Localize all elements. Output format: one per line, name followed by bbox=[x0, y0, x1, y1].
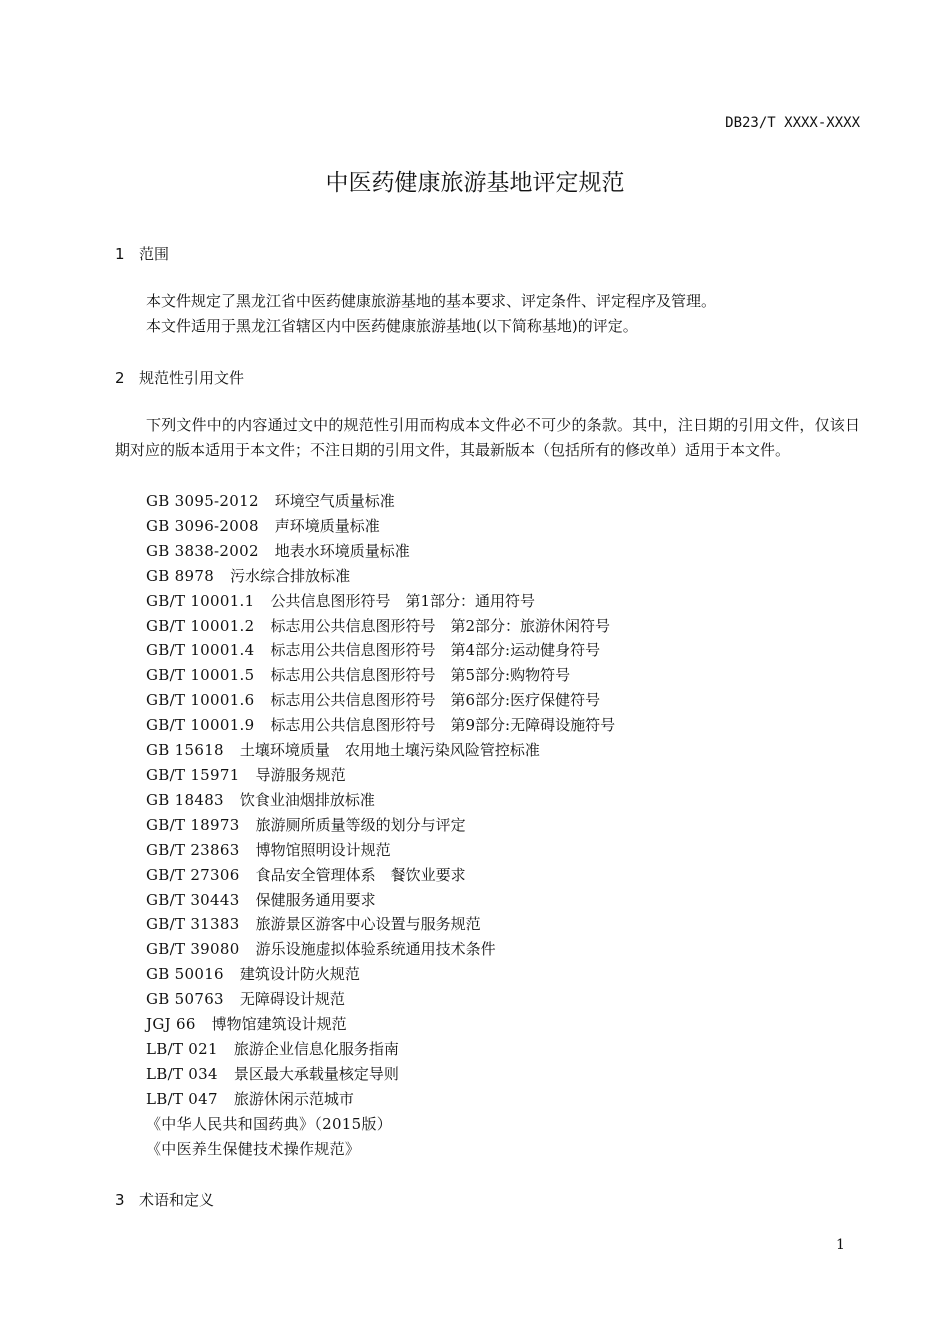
reference-item bbox=[146, 738, 615, 763]
reference-item bbox=[146, 888, 615, 913]
reference-list bbox=[146, 489, 615, 1161]
reference-item bbox=[146, 1037, 615, 1062]
reference-item bbox=[146, 912, 615, 937]
reference-code: GB/T 10001.9 bbox=[146, 716, 255, 735]
reference-code: GB/T 15971 bbox=[146, 765, 240, 784]
reference-code: GB 50763 bbox=[146, 990, 224, 1009]
reference-code: GB/T 10001.6 bbox=[146, 691, 255, 710]
reference-item bbox=[146, 663, 615, 688]
reference-code: GB 18483 bbox=[146, 790, 224, 809]
reference-item bbox=[146, 937, 615, 962]
reference-item bbox=[146, 863, 615, 888]
reference-title: 地表水环境质量标准 bbox=[274, 541, 410, 560]
paragraph: 下列文件中的内容通过文中的规范性引用而构成本文件必不可少的条款。其中，注日期的引用文件，仅该日期对应的版本适用于本文件；不注日期的引用文件，其最新版本（包括所有的修改单）适用于本文件。 bbox=[115, 416, 860, 459]
section-title: 规范性引用文件 bbox=[139, 369, 245, 387]
reference-code: LB/T 034 bbox=[146, 1064, 218, 1083]
reference-title: 公共信息图形符号 第1部分：通用符号 bbox=[270, 591, 536, 610]
paragraph: 本文件规定了黑龙江省中医药健康旅游基地的基本要求、评定条件、评定程序及管理。 bbox=[146, 292, 717, 310]
reference-title: 标志用公共信息图形符号 第9部分:无障碍设施符号 bbox=[270, 716, 616, 735]
reference-title: 游乐设施虚拟体验系统通用技术条件 bbox=[255, 940, 496, 959]
reference-title: 饮食业油烟排放标准 bbox=[239, 790, 375, 809]
reference-code: GB/T 10001.5 bbox=[146, 666, 255, 685]
section-title: 范围 bbox=[139, 245, 170, 263]
reference-code: GB 8978 bbox=[146, 566, 215, 585]
reference-item bbox=[146, 1012, 615, 1037]
reference-code: GB 15618 bbox=[146, 741, 224, 760]
document-title: 中医药健康旅游基地评定规范 bbox=[325, 170, 625, 196]
reference-item bbox=[146, 713, 615, 738]
reference-title: 旅游企业信息化服务指南 bbox=[233, 1039, 399, 1058]
reference-title: 旅游休闲示范城市 bbox=[233, 1089, 354, 1108]
reference-code: GB 50016 bbox=[146, 965, 224, 984]
reference-code: GB/T 27306 bbox=[146, 865, 240, 884]
reference-title: 无障碍设计规范 bbox=[239, 990, 345, 1009]
section-title: 术语和定义 bbox=[139, 1191, 215, 1209]
reference-code: GB/T 31383 bbox=[146, 915, 240, 934]
reference-code: GB/T 10001.1 bbox=[146, 591, 255, 610]
reference-code: 《中医养生保健技术操作规范》 bbox=[146, 1139, 361, 1158]
section-number: 2 bbox=[115, 369, 125, 387]
reference-item bbox=[146, 614, 615, 639]
reference-title: 导游服务规范 bbox=[255, 765, 346, 784]
reference-title: 建筑设计防火规范 bbox=[239, 965, 360, 984]
reference-item bbox=[146, 514, 615, 539]
reference-item bbox=[146, 813, 615, 838]
reference-item bbox=[146, 1087, 615, 1112]
reference-item bbox=[146, 1112, 615, 1137]
document-code: DB23/T XXXX-XXXX bbox=[725, 115, 860, 131]
reference-item bbox=[146, 638, 615, 663]
reference-title: 污水综合排放标准 bbox=[230, 566, 351, 585]
reference-title: 博物馆建筑设计规范 bbox=[211, 1015, 347, 1034]
reference-title: 标志用公共信息图形符号 第5部分:购物符号 bbox=[270, 666, 571, 685]
reference-title: 声环境质量标准 bbox=[274, 516, 380, 535]
reference-title: 保健服务通用要求 bbox=[255, 890, 376, 909]
reference-item bbox=[146, 589, 615, 614]
reference-title: 标志用公共信息图形符号 第6部分:医疗保健符号 bbox=[270, 691, 601, 710]
page-number: 1 bbox=[836, 1237, 845, 1253]
reference-item bbox=[146, 688, 615, 713]
reference-code: GB 3838-2002 bbox=[146, 541, 259, 560]
reference-item bbox=[146, 539, 615, 564]
reference-title: 旅游景区游客中心设置与服务规范 bbox=[255, 915, 481, 934]
section-heading-normative-references bbox=[115, 367, 244, 388]
reference-code: JGJ 66 bbox=[146, 1015, 196, 1034]
reference-title: 博物馆照明设计规范 bbox=[255, 840, 391, 859]
reference-item bbox=[146, 1062, 615, 1087]
reference-item bbox=[146, 788, 615, 813]
reference-code: GB/T 39080 bbox=[146, 940, 240, 959]
reference-code: GB/T 30443 bbox=[146, 890, 240, 909]
reference-item bbox=[146, 489, 615, 514]
reference-item bbox=[146, 564, 615, 589]
section-heading-scope bbox=[115, 243, 169, 264]
reference-code: GB/T 23863 bbox=[146, 840, 240, 859]
reference-item bbox=[146, 838, 615, 863]
reference-title: 标志用公共信息图形符号 第4部分:运动健身符号 bbox=[270, 641, 601, 660]
reference-title: 景区最大承载量核定导则 bbox=[233, 1064, 399, 1083]
reference-title: 旅游厕所质量等级的划分与评定 bbox=[255, 815, 466, 834]
reference-item bbox=[146, 763, 615, 788]
section-number: 1 bbox=[115, 245, 125, 263]
reference-code: GB/T 18973 bbox=[146, 815, 240, 834]
reference-code: GB/T 10001.4 bbox=[146, 641, 255, 660]
reference-code: 《中华人民共和国药典》（2015版） bbox=[146, 1114, 393, 1133]
reference-code: LB/T 021 bbox=[146, 1039, 218, 1058]
section-number: 3 bbox=[115, 1191, 125, 1209]
reference-title: 环境空气质量标准 bbox=[274, 492, 395, 510]
reference-title: 土壤环境质量 农用地土壤污染风险管控标准 bbox=[239, 741, 540, 760]
section-heading-terms bbox=[115, 1189, 214, 1210]
reference-code: GB 3095-2012 bbox=[146, 492, 259, 510]
paragraph: 本文件适用于黑龙江省辖区内中医药健康旅游基地(以下简称基地)的评定。 bbox=[146, 317, 638, 335]
reference-title: 食品安全管理体系 餐饮业要求 bbox=[255, 865, 466, 884]
reference-code: LB/T 047 bbox=[146, 1089, 218, 1108]
reference-item bbox=[146, 1137, 615, 1162]
reference-code: GB/T 10001.2 bbox=[146, 616, 255, 635]
reference-item bbox=[146, 987, 615, 1012]
reference-item bbox=[146, 962, 615, 987]
reference-title: 标志用公共信息图形符号 第2部分：旅游休闲符号 bbox=[270, 616, 611, 635]
reference-code: GB 3096-2008 bbox=[146, 516, 259, 535]
